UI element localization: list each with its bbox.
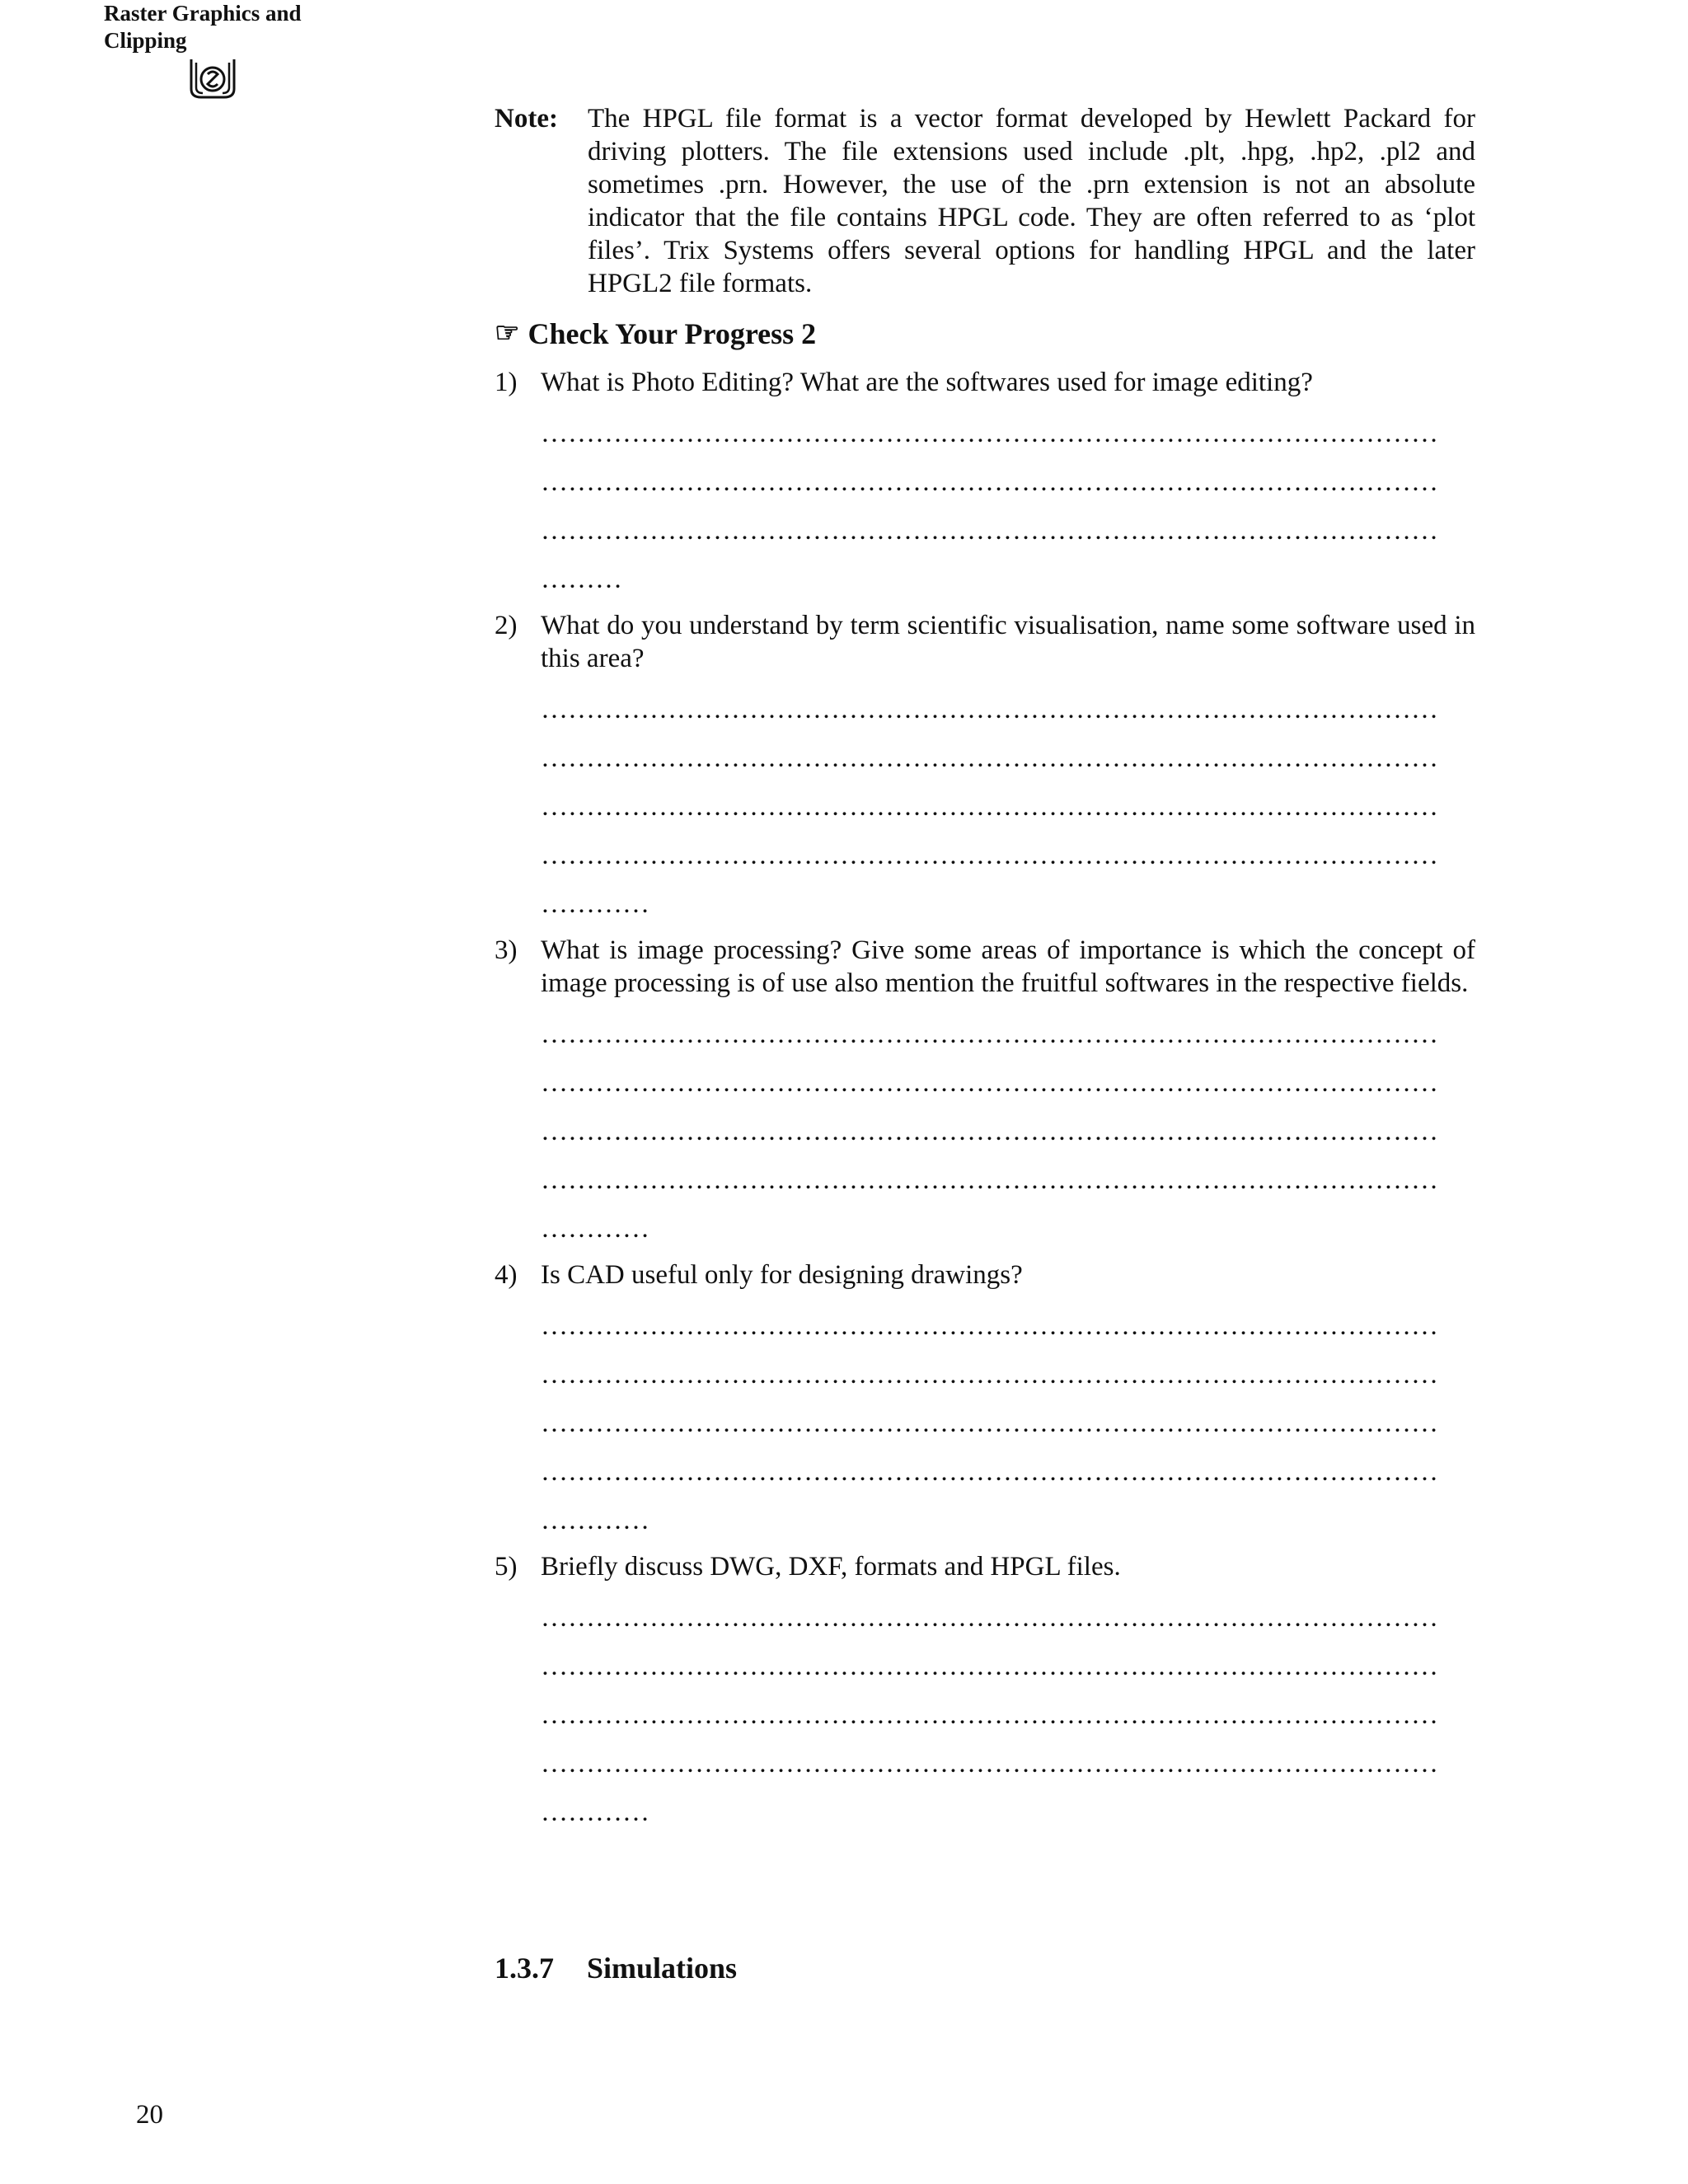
answer-dot-line: ……………………………………………………………………………………… [541,1603,1438,1633]
section-title: Simulations [587,1952,738,1985]
note-label: Note: [495,104,558,134]
header-title-line1: Raster Graphics and [104,1,302,26]
question-number: 2) [495,611,518,640]
university-logo-icon [186,56,239,101]
answer-dot-line: ……………………………………………………………………………………… [541,1117,1438,1146]
question-text: What is image processing? Give some areas of importance is which the concept of image processing is of use also mention the fruitful softwares in the respective fields. [541,935,1475,998]
section-number: 1.3.7 [495,1952,554,1985]
question-number: 5) [495,1552,518,1582]
answer-dot-line: ……………………………………………………………………………………… [541,1311,1438,1341]
answer-dot-line: ……………………………………………………………………………………… [541,1457,1438,1487]
answer-dot-line: ……………………………………………………………………………………… [541,695,1438,724]
answer-dot-line: ……………………………………………………………………………………… [541,1068,1438,1098]
section-heading [495,1950,737,1986]
answer-dot-line-short: ………… [541,889,649,919]
header-title-line2: Clipping [104,28,187,53]
answer-dot-line: ……………………………………………………………………………………… [541,1652,1438,1681]
check-progress-heading [495,315,1475,353]
answer-dot-line: ……………………………………………………………………………………… [541,419,1438,448]
question-body [541,366,1475,596]
question-text: What do you understand by term scientific visualisation, name some software used in this area? [541,611,1475,673]
answer-dot-line-short: ………… [541,1506,649,1535]
page-number: 20 [136,2100,163,2130]
question-list [495,366,1475,1829]
answer-dot-line: ……………………………………………………………………………………… [541,1749,1438,1779]
question-item [495,366,1475,596]
pointing-hand-icon: ☞ [495,318,520,349]
main-content [495,102,1475,1829]
question-text: Briefly discuss DWG, DXF, formats and HPGL files. [541,1552,1121,1582]
note-block [495,102,1475,300]
question-body [541,1258,1475,1537]
question-item [495,1258,1475,1537]
answer-dot-line: ……………………………………………………………………………………… [541,792,1438,822]
question-body [541,1550,1475,1829]
answer-space [541,1310,1475,1537]
answer-space [541,1018,1475,1245]
answer-dot-line: ……………………………………………………………………………………… [541,1408,1438,1438]
answer-space [541,693,1475,921]
answer-space [541,417,1475,596]
note-text: The HPGL file format is a vector format developed by Hewlett Packard for driving plotters. The file extensions used include .plt, .hpg, .hp2, .pl2 and sometimes .prn. However, the use of the .prn extension is not an absolute indicator that the file contains HPGL code. They are often referred to as ‘plot files’. Trix Systems offers several options for handling HPGL and the later HPGL2 file formats. [588,104,1475,298]
answer-dot-line: ……………………………………………………………………………………… [541,743,1438,773]
check-progress-title: Check Your Progress 2 [528,317,817,350]
answer-dot-line-short: ……… [541,565,622,594]
answer-dot-line: ……………………………………………………………………………………… [541,1360,1438,1390]
question-number: 4) [495,1260,518,1290]
answer-dot-line-short: ………… [541,1214,649,1244]
answer-dot-line: ……………………………………………………………………………………… [541,1700,1438,1730]
question-item [495,1550,1475,1829]
answer-dot-line-short: ………… [541,1797,649,1827]
question-number: 1) [495,368,518,397]
question-text: Is CAD useful only for designing drawings? [541,1260,1023,1290]
answer-space [541,1601,1475,1829]
answer-dot-line: ……………………………………………………………………………………… [541,1165,1438,1195]
question-number: 3) [495,935,518,965]
question-body [541,934,1475,1245]
question-item [495,609,1475,921]
question-text: What is Photo Editing? What are the softwares used for image editing? [541,368,1313,397]
answer-dot-line: ……………………………………………………………………………………… [541,841,1438,870]
answer-dot-line: ……………………………………………………………………………………… [541,467,1438,497]
answer-dot-line: ……………………………………………………………………………………… [541,516,1438,546]
question-item [495,934,1475,1245]
answer-dot-line: ……………………………………………………………………………………… [541,1019,1438,1049]
running-header [104,0,368,54]
question-body [541,609,1475,921]
